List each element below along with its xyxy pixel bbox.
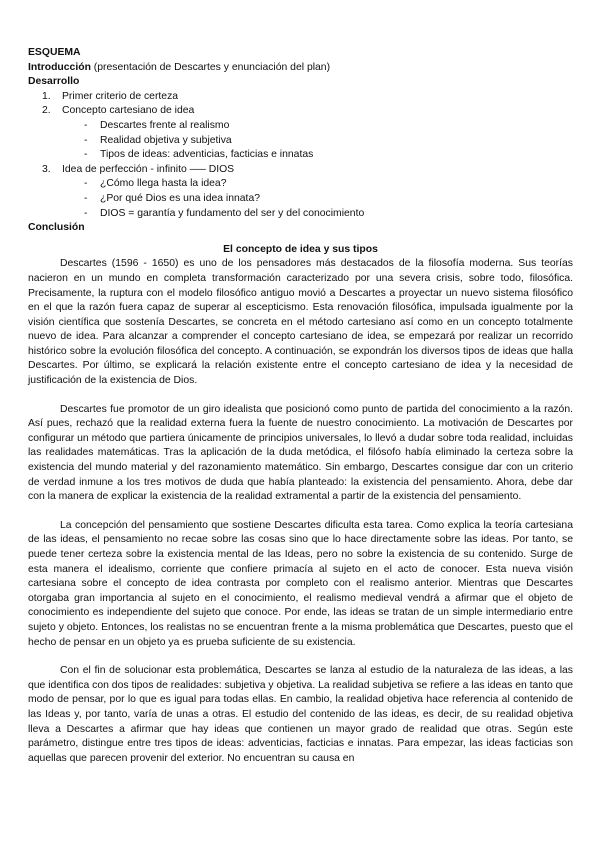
essay-paragraph: Descartes fue promotor de un giro idealista que posicionó como punto de partida del conocimiento a la razón. Así pues, rechazó que la realidad externa fuera la fuente de nuestro conocimiento. La motivación de Descartes por configurar un método que partiera únicamente de principios universales, lo llevó a dudar sobre toda realidad, incluidas las realidades matemáticas. Tras la aplicación de la duda metódica, el filósofo había eliminado la certeza sobre la existencia del mundo material y del razonamiento matemático. Sin embargo, Descartes consigue dar con un criterio de verdad inmune a los tres motivos de duda que había planteado: la existencia del pensamiento. Ahora, debe dar con la manera de explicar la existencia de la realidad extramental a partir de la existencia del pensamiento. <box>28 403 573 503</box>
outline-item-number: 2. <box>42 105 51 117</box>
intro-note: (presentación de Descartes y enunciación del plan) <box>90 61 331 73</box>
outline-item-text: Idea de perfección - infinito —– DIOS <box>62 163 235 175</box>
outline-subitem <box>28 177 573 192</box>
outline-item-text: Concepto cartesiano de idea <box>62 105 195 117</box>
outline-item-number: 3. <box>42 163 51 175</box>
outline-item-number: 1. <box>42 90 51 102</box>
essay-title: El concepto de idea y sus tipos <box>223 243 378 255</box>
dash-bullet: - <box>84 192 88 204</box>
outline-item <box>28 163 573 178</box>
essay-paragraph: Con el fin de solucionar esta problemática, Descartes se lanza al estudio de la naturaleza de las ideas, a las que identifica con dos tipos de realidades: subjetiva y objetiva. La realidad subjetiva se refiere a las ideas en tanto que modo de pensar, por lo que es igual para todas ellas. En cambio, la realidad objetiva hace referencia al contenido de las Ideas y, por tanto, varía de unas a otras. El estudio del contenido de las ideas, es decir, de su realidad objetiva lleva a Descartes a afirmar que hay ideas que contienen un mayor grado de realidad que otras. Según este parámetro, distingue entre tres tipos de ideas: adventicias, facticias e innatas. Para empezar, las ideas facticias son aquellas que parecen provenir del exterior. No encuentran su causa en <box>28 665 573 764</box>
outline-subitem <box>28 192 573 207</box>
outline-subitem <box>28 148 573 163</box>
outline-item-text: Primer criterio de certeza <box>62 90 179 102</box>
outline-subitem-text: ¿Por qué Dios es una idea innata? <box>100 192 261 204</box>
document-page <box>28 46 573 780</box>
outline-subitem <box>28 207 573 222</box>
dash-bullet: - <box>84 149 88 161</box>
outline-intro <box>28 61 573 76</box>
outline-subitem-text: Descartes frente al realismo <box>100 119 230 131</box>
outline-subitem <box>28 134 573 149</box>
outline-item <box>28 104 573 119</box>
outline-item <box>28 90 573 105</box>
dash-bullet: - <box>84 134 88 146</box>
outline-heading: ESQUEMA <box>28 47 81 58</box>
outline-subitem-text: DIOS = garantía y fundamento del ser y del conocimiento <box>100 207 365 219</box>
outline-subitem <box>28 119 573 134</box>
conclusion-label: Conclusión <box>28 222 85 234</box>
essay-paragraph: Descartes (1596 - 1650) es uno de los pensadores más destacados de la filosofía moderna. Sus teorías nacieron en un mundo en completa transformación caracterizado por una severa crisis, sobre todo, filosófica. Precisamente, la ruptura con el modelo filosófico antiguo movió a Descartes a proyectar un nuevo sistema filosófico en el que la razón fuera capaz de superar al escepticismo. Esta renovación filosófica, impulsada igualmente por la visión científica que sostenía Descartes, se concreta en el método cartesiano así como en un concepto totalmente nuevo de idea. Para alcanzar a comprender el concepto cartesiano de idea, se empezará por realizar un recorrido histórico sobre la evolución filosófica del concepto. A continuación, se expondrán los diversos tipos de ideas que halla Descartes. Por último, se explicará la relación existente entre el concepto cartesiano de idea y la necesidad de justificación de la existencia de Dios. <box>28 258 573 387</box>
desarrollo-label: Desarrollo <box>28 76 80 88</box>
outline-subitem-text: Tipos de ideas: adventicias, facticias e innatas <box>100 149 314 161</box>
dash-bullet: - <box>84 119 88 131</box>
essay-paragraph: La concepción del pensamiento que sostiene Descartes dificulta esta tarea. Como explica la teoría cartesiana de las ideas, el pensamiento no recae sobre las cosas sino que lo hace directamente sobre las ideas. Por tanto, se puede tener certeza sobre la existencia mental de las Ideas, pero no sobre la existencia de su contenido. Surge de esta manera el idealismo, corriente que confiere primacía al sujeto en el acto de conocer. Esta nueva visión cartesiana sobre el concepto de idea contrasta por completo con el realismo anterior. Mientras que Descartes otorgaba gran importancia al sujeto en el conocimiento, el realismo medieval vendrá a afirmar que el objeto de conocimiento es independiente del sujeto que conoce. Por ende, las ideas se tratan de un simple intermediario entre sujeto y objeto. Entonces, los realistas no se encuentran frente a la misma problemática que Descartes, puesto que el hecho de pensar en un objeto ya es prueba suficiente de su existencia. <box>28 519 573 648</box>
dash-bullet: - <box>84 207 88 219</box>
outline-subitem-text: ¿Cómo llega hasta la idea? <box>100 178 227 190</box>
intro-label: Introducción <box>28 61 91 73</box>
outline-subitem-text: Realidad objetiva y subjetiva <box>100 134 232 146</box>
dash-bullet: - <box>84 178 88 190</box>
